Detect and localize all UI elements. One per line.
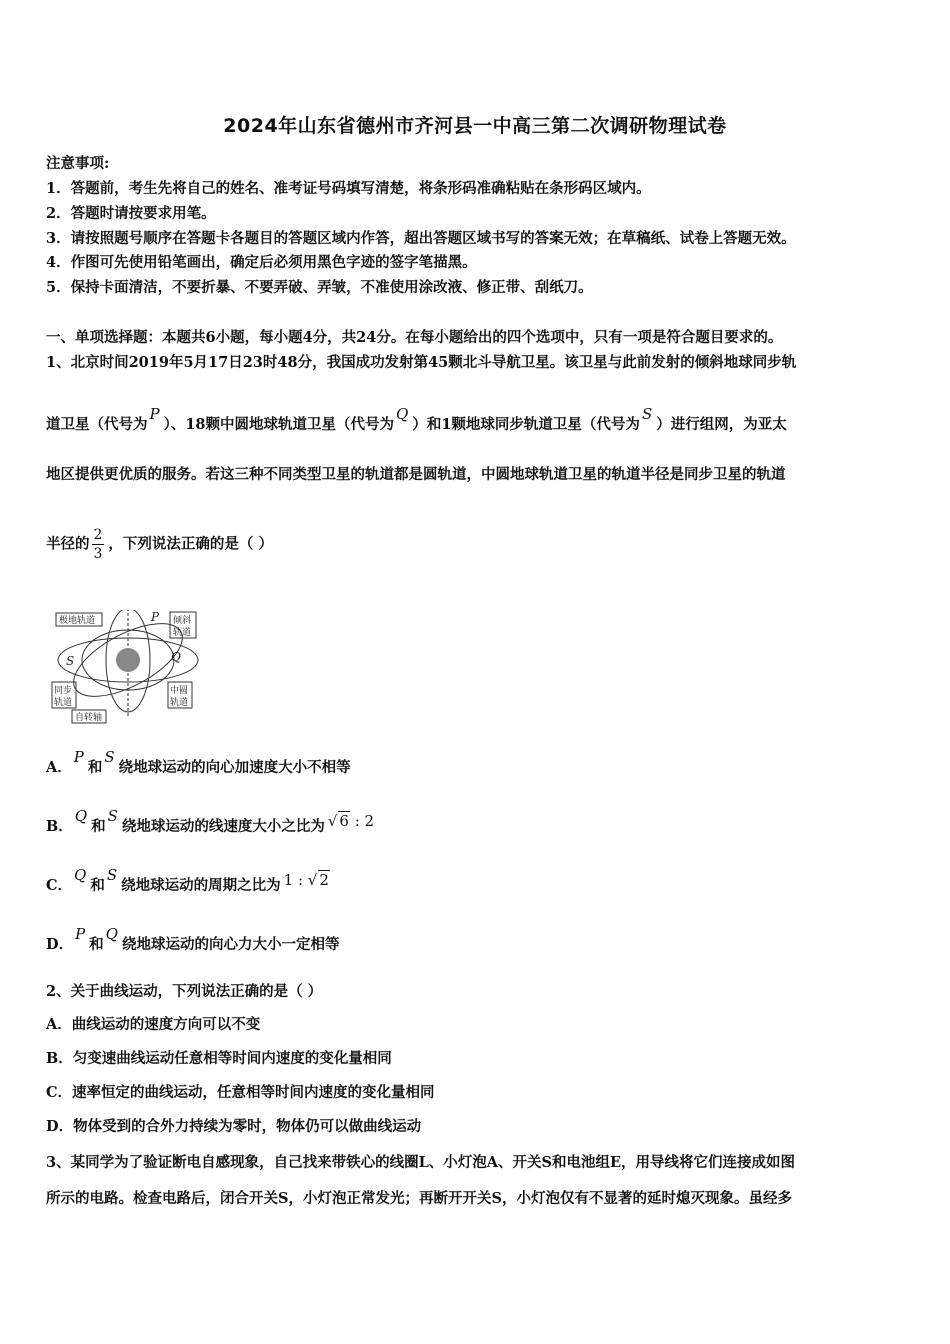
ratio-start: 1 : [283,871,308,889]
option-letter: A． [46,759,72,776]
fig-label-polar: 极地轨道 [59,616,96,626]
option-text: 绕地球运动的周期之比为 [121,877,281,894]
option-letter: C． [46,877,73,894]
var-q: Q [396,405,409,423]
q1-line-1: 1、北京时间2019年5月17日23时48分，我国成功发射第45颗北斗导航卫星。该卫星与此前发射的倾斜地球同步轨 [46,354,797,371]
var-s: S [104,748,115,766]
q3-line-1: 3、某同学为了验证断电自感现象，自己找来带铁心的线圈L、小灯泡A、开关S和电池组E，用导线将它们连接成如图 [46,1154,796,1171]
q1-text: ）进行组网，为亚太 [656,416,787,433]
option-letter: D． [46,936,74,953]
notice-item-1: 1．答题前，考生先将自己的姓名、准考证号码填写清楚，将条形码准确粘贴在条形码区域内。 [46,180,651,197]
section-heading: 一、单项选择题：本题共6小题，每小题4分，共24分。在每小题给出的四个选项中，只有一项是符合题目要求的。 [46,329,783,346]
fig-label-incl-1: 倾斜 [173,616,192,626]
ratio-math [328,812,374,830]
fig-label-incl-2: 轨道 [173,628,192,638]
q2-option-b: B．匀变速曲线运动任意相等时间内速度的变化量相同 [46,1050,392,1067]
option-text: 绕地球运动的线速度大小之比为 [121,818,325,835]
q2-option-a: A．曲线运动的速度方向可以不变 [46,1016,261,1033]
ratio-math [284,871,330,889]
q1-text: ）、18颗中圆地球轨道卫星（代号为 [163,416,395,433]
option-and: 和 [91,818,106,835]
q1-text: ，下列说法正确的是（ ） [108,535,273,553]
q1-line-4 [46,526,273,563]
q1-line-2 [46,405,787,434]
notice-item-4: 4．作图可先使用铅笔画出，确定后必须用黑色字迹的签字笔描黑。 [46,254,477,271]
radicand: 6 [339,812,349,830]
fig-label-p: P [151,610,160,624]
option-and: 和 [90,877,105,894]
option-text: 绕地球运动的向心力大小一定相等 [121,936,340,953]
var-q: Q [74,866,87,884]
fig-label-sync-2: 轨道 [54,698,73,708]
notice-heading: 注意事项: [46,155,110,172]
q2-option-d: D．物体受到的合外力持续为零时，物体仍可以做曲线运动 [46,1118,422,1135]
q1-option-a [46,748,351,777]
notice-item-5: 5．保持卡面清洁，不要折暴、不要弄破、弄皱，不准使用涂改液、修正带、刮纸刀。 [46,279,593,296]
option-text: 绕地球运动的向心加速度大小不相等 [118,759,351,776]
earth-icon [116,648,140,672]
var-p: P [149,405,160,423]
var-s: S [106,866,118,884]
fig-label-sync-1: 同步 [54,686,73,696]
q1-text: 半径的 [46,535,90,553]
option-and: 和 [89,936,104,953]
fig-label-mid-1: 中圆 [170,686,189,696]
var-p: P [73,748,84,766]
q1-text: 道卫星（代号为 [46,416,148,433]
page-title: 2024年山东省德州市齐河县一中高三第二次调研物理试卷 [223,115,727,137]
q2-stem: 2、关于曲线运动，下列说法正确的是（ ） [46,983,323,1000]
notice-item-3: 3．请按照题号顺序在答题卡各题目的答题区域内作答，超出答题区域书写的答案无效；在草稿纸、试卷上答题无效。 [46,230,796,247]
var-p: P [75,925,86,943]
fig-label-axis: 自转轴 [75,713,103,723]
sqrt-sign: √ [307,871,318,889]
notice-item-2: 2．答题时请按要求用笔。 [46,205,216,222]
ratio-rest: : 2 [349,812,375,830]
fig-label-mid-2: 轨道 [170,698,189,708]
var-q: Q [105,925,118,943]
fraction [92,526,105,563]
option-letter: B． [46,818,73,835]
sqrt-sign: √ [327,812,338,830]
fig-label-q: Q [171,650,181,664]
radicand: 2 [319,871,329,889]
q1-option-b [46,807,375,836]
option-and: 和 [87,759,103,776]
fig-label-s: S [66,654,75,668]
q1-option-c [46,866,330,895]
q1-text: ）和1颗地球同步轨道卫星（代号为 [412,416,640,433]
var-q: Q [74,807,88,825]
q1-option-d [46,925,340,954]
fraction-denominator: 3 [93,546,103,562]
q1-line-3: 地区提供更优质的服务。若这三种不同类型卫星的轨道都是圆轨道，中圆地球轨道卫星的轨道半径是同步卫星的轨道 [46,466,786,483]
q2-option-c: C．速率恒定的曲线运动，任意相等时间内速度的变化量相同 [46,1084,435,1101]
fraction-numerator: 2 [93,527,103,543]
q3-line-2: 所示的电路。检查电路后，闭合开关S，小灯泡正常发光；再断开开关S，小灯泡仅有不显著的延时熄灭现象。虽经多 [46,1190,792,1207]
var-s: S [641,405,653,423]
orbit-diagram [50,610,210,724]
var-s: S [107,807,118,825]
